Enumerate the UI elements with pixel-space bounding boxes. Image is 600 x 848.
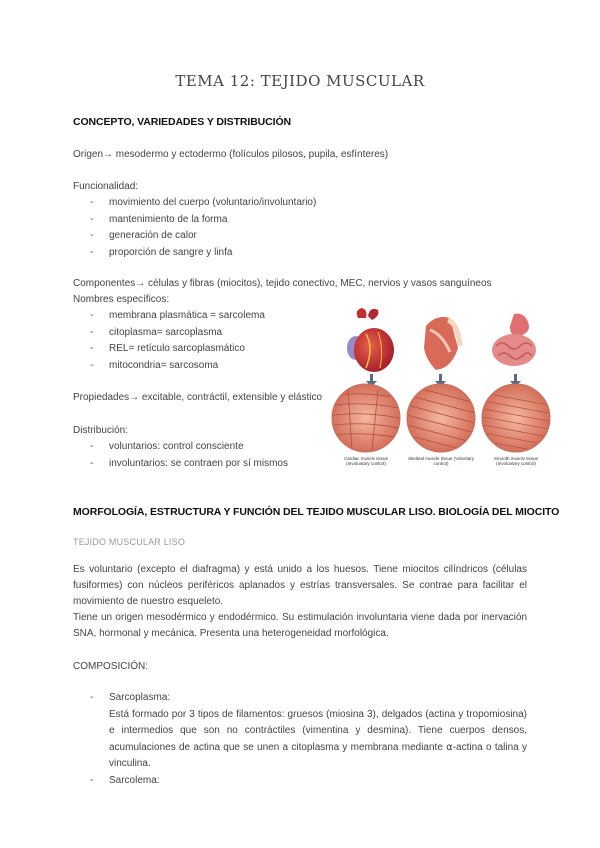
list-item (73, 690, 527, 773)
caption-smooth: Smooth muscle tissue (Involuntary control) (493, 456, 539, 466)
section-heading-morfologia: MORFOLOGÍA, ESTRUCTURA Y FUNCIÓN DEL TEJIDO MUSCULAR LISO. BIOLOGÍA DEL MIOCITO (73, 506, 560, 518)
nombres-list (73, 308, 265, 374)
distribucion-label: Distribución: (73, 425, 129, 436)
heart-icon (347, 308, 394, 372)
distribucion-list (73, 439, 288, 472)
paragraph-1: Es voluntario (excepto el diafragma) y está unido a los huesos. Tiene miocitos cilíndricos (células fusiformes) con núcleos periféricos aplanados y estrías transversales. Se contrae para facilitar el movimiento de nuestro esqueleto. (73, 564, 527, 607)
list-item: - involuntarios: se contraen por sí mismos (73, 456, 288, 473)
cardiac-tissue-circle (328, 384, 408, 452)
muscle-types-figure (318, 306, 564, 471)
nombres-label: Nombres específicos: (73, 294, 170, 305)
componentes-line: Componentes→ células y fibras (miocitos), tejido conectivo, MEC, nervios y vasos sanguíneos (73, 278, 492, 289)
caption-cardiac: Cardiac muscle tissue (Involuntary control) (343, 456, 388, 466)
list-item: - movimiento del cuerpo (voluntario/involuntario) (73, 195, 316, 212)
sarcoplasma-label: - Sarcoplasma: (109, 692, 171, 703)
arm-muscle-icon (424, 317, 460, 370)
funcionalidad-list (73, 195, 316, 261)
page-title: TEMA 12: TEJIDO MUSCULAR (175, 72, 425, 90)
list-item: - membrana plasmática = sarcolema (73, 308, 265, 325)
section-heading-concepto: CONCEPTO, VARIEDADES Y DISTRIBUCIÓN (73, 116, 292, 128)
funcionalidad-label: Funcionalidad: (73, 181, 139, 192)
list-item: - citoplasma= sarcoplasma (73, 325, 265, 342)
list-item: - mitocondria= sarcosoma (73, 358, 265, 375)
list-item: - REL= retículo sarcoplasmático (73, 341, 265, 358)
composicion-label: COMPOSICIÓN: (73, 661, 149, 672)
list-item: - proporción de sangre y linfa (73, 245, 316, 262)
list-item: - Sarcolema: (73, 773, 527, 790)
intestine-icon (492, 314, 536, 366)
subheading-liso: TEJIDO MUSCULAR LISO (73, 537, 186, 547)
caption-skeletal: Skeletal muscle tissue (Voluntary control) (407, 456, 475, 466)
paragraph-2: Tiene un origen mesodérmico y endodérmico. Su estimulación involuntaria viene dada por inervación SNA, hormonal y mecánica. Presenta una heterogeneidad morfológica. (73, 612, 527, 639)
composicion-list (73, 690, 527, 789)
smooth-tissue-circle (478, 384, 554, 454)
skeletal-tissue-circle (403, 384, 479, 454)
muscle-illustration (318, 306, 564, 456)
sarcoplasma-text: Está formado por 3 tipos de filamentos: gruesos (miosina 3), delgados (actina y tropomiosina) e intermedios que son no contráctiles (vimentina y desmina). Tiene cuerpos densos, acumulaciones de actina que se unen a citoplasma y membrana mediante ⍺-actina o talina y vinculina. (109, 708, 527, 769)
list-item: - generación de calor (73, 228, 316, 245)
list-item: - mantenimiento de la forma (73, 212, 316, 229)
list-item: - voluntarios: control consciente (73, 439, 288, 456)
propiedades-line: Propiedades→ excitable, contráctil, extensible y elástico (73, 392, 323, 403)
origen-line: Origen→ mesodermo y ectodermo (folículos pilosos, pupila, esfínteres) (73, 149, 389, 160)
